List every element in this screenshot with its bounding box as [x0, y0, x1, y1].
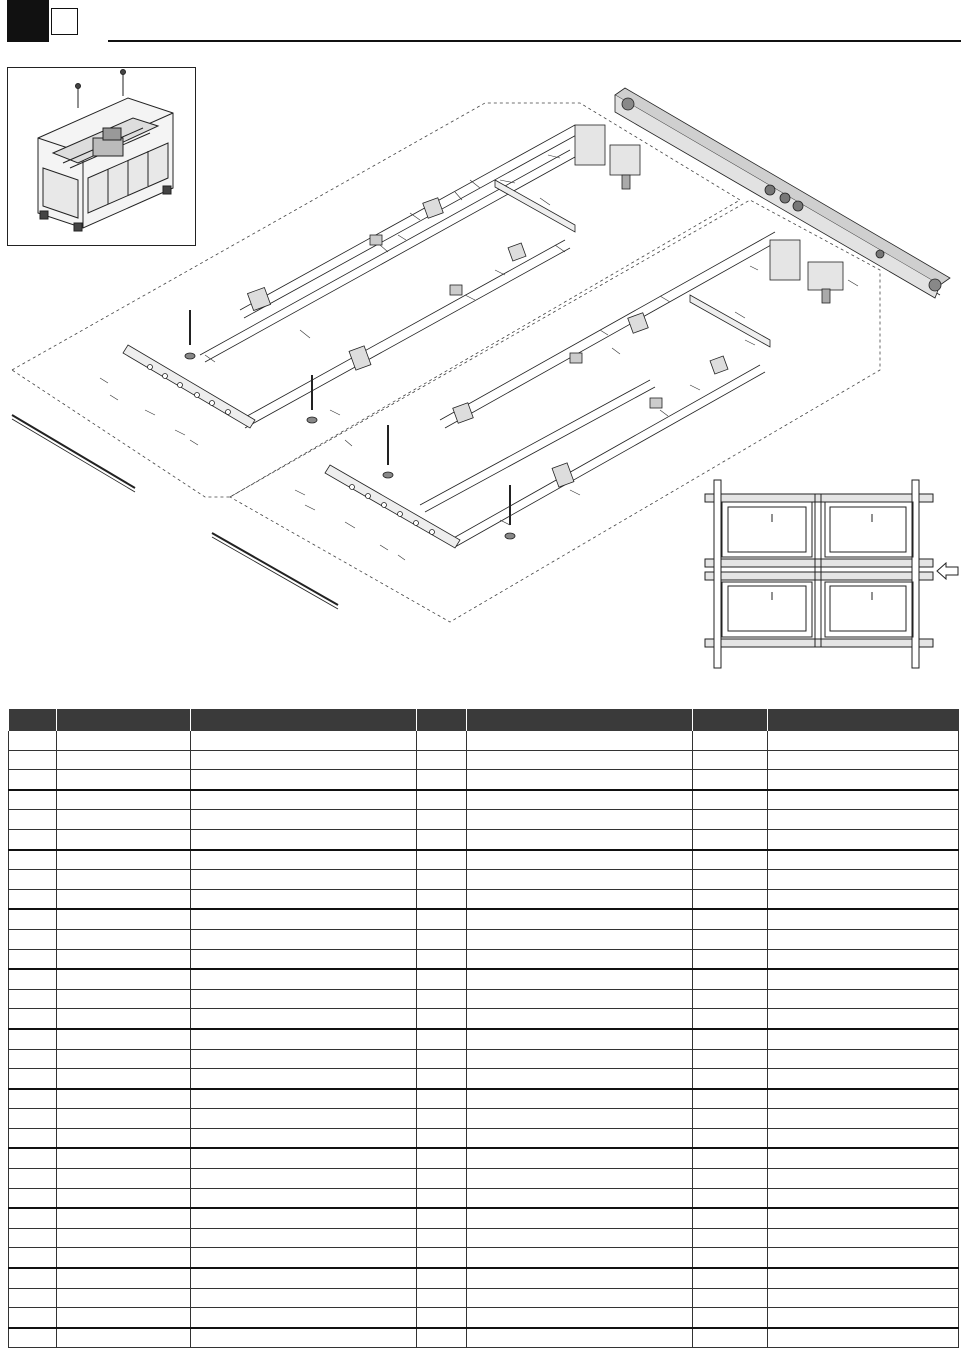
- table-cell: [191, 929, 417, 949]
- table-cell: [693, 989, 768, 1009]
- table-cell: [768, 790, 959, 810]
- table-row: [9, 1268, 959, 1288]
- table-cell: [467, 1169, 693, 1189]
- table-cell: [417, 731, 467, 750]
- table-cell: [191, 969, 417, 989]
- table-cell: [9, 1228, 57, 1248]
- table-cell: [693, 1128, 768, 1148]
- table-cell: [417, 770, 467, 790]
- table-cell: [417, 810, 467, 830]
- table-cell: [417, 1248, 467, 1268]
- table-cell: [417, 850, 467, 870]
- table-cell: [57, 750, 191, 770]
- table-cell: [9, 810, 57, 830]
- table-cell: [768, 1328, 959, 1348]
- table-row: [9, 1188, 959, 1208]
- table-cell: [768, 909, 959, 929]
- table-cell: [417, 1109, 467, 1129]
- table-cell: [693, 1188, 768, 1208]
- table-cell: [467, 949, 693, 969]
- table-cell: [467, 1089, 693, 1109]
- table-cell: [57, 770, 191, 790]
- table-cell: [57, 731, 191, 750]
- table-cell: [57, 1308, 191, 1328]
- table-cell: [191, 1328, 417, 1348]
- table-row: [9, 810, 959, 830]
- table-cell: [417, 1328, 467, 1348]
- table-row: [9, 731, 959, 750]
- table-cell: [417, 1128, 467, 1148]
- table-cell: [693, 969, 768, 989]
- table-cell: [417, 929, 467, 949]
- table-cell: [191, 770, 417, 790]
- table-cell: [191, 889, 417, 909]
- table-row: [9, 750, 959, 770]
- table-row: [9, 969, 959, 989]
- table-cell: [467, 1049, 693, 1069]
- header-rule: [108, 40, 961, 42]
- table-cell: [768, 1089, 959, 1109]
- table-cell: [191, 1288, 417, 1308]
- table-row: [9, 870, 959, 890]
- table-cell: [9, 1009, 57, 1029]
- table-cell: [191, 1109, 417, 1129]
- table-cell: [57, 1089, 191, 1109]
- table-cell: [191, 909, 417, 929]
- table-cell: [693, 1089, 768, 1109]
- table-cell: [57, 949, 191, 969]
- table-cell: [467, 1069, 693, 1089]
- col-header: [9, 709, 57, 731]
- table-cell: [191, 829, 417, 849]
- col-header: [693, 709, 768, 731]
- table-cell: [9, 949, 57, 969]
- table-row: [9, 889, 959, 909]
- table-cell: [191, 731, 417, 750]
- table-cell: [9, 790, 57, 810]
- table-row: [9, 1069, 959, 1089]
- table-cell: [467, 829, 693, 849]
- table-row: [9, 989, 959, 1009]
- table-cell: [693, 750, 768, 770]
- table-row: [9, 909, 959, 929]
- table-cell: [417, 1308, 467, 1328]
- table-cell: [9, 1148, 57, 1168]
- table-cell: [191, 989, 417, 1009]
- table-cell: [9, 829, 57, 849]
- table-cell: [191, 750, 417, 770]
- table-cell: [9, 1288, 57, 1308]
- table-cell: [693, 1248, 768, 1268]
- table-cell: [417, 1288, 467, 1308]
- table-cell: [57, 1328, 191, 1348]
- table-cell: [417, 829, 467, 849]
- table-cell: [57, 810, 191, 830]
- table-cell: [191, 850, 417, 870]
- table-cell: [417, 1049, 467, 1069]
- table-row: [9, 770, 959, 790]
- table-cell: [693, 1029, 768, 1049]
- table-cell: [768, 829, 959, 849]
- table-cell: [9, 870, 57, 890]
- table-cell: [57, 1109, 191, 1129]
- table-cell: [693, 1268, 768, 1288]
- table-cell: [693, 909, 768, 929]
- frame-top-view-drawing: [700, 474, 940, 674]
- table-cell: [57, 989, 191, 1009]
- table-cell: [768, 889, 959, 909]
- table-cell: [9, 1049, 57, 1069]
- table-cell: [467, 1328, 693, 1348]
- table-row: [9, 1128, 959, 1148]
- table-cell: [417, 1228, 467, 1248]
- table-cell: [417, 1208, 467, 1228]
- table-cell: [768, 1228, 959, 1248]
- frame-top-view: [700, 474, 940, 674]
- table-cell: [9, 889, 57, 909]
- table-cell: [768, 731, 959, 750]
- table-cell: [693, 829, 768, 849]
- table-cell: [417, 1029, 467, 1049]
- table-cell: [467, 1208, 693, 1228]
- table-cell: [417, 1089, 467, 1109]
- table-row: [9, 790, 959, 810]
- table-row: [9, 1049, 959, 1069]
- table-cell: [57, 1288, 191, 1308]
- table-cell: [768, 1148, 959, 1168]
- loose-rod-lower: [212, 533, 338, 605]
- table-cell: [417, 790, 467, 810]
- table-cell: [768, 1208, 959, 1228]
- table-row: [9, 1029, 959, 1049]
- table-cell: [768, 810, 959, 830]
- table-cell: [9, 850, 57, 870]
- table-cell: [467, 750, 693, 770]
- table-cell: [57, 1148, 191, 1168]
- table-row: [9, 1109, 959, 1129]
- table-cell: [467, 969, 693, 989]
- table-cell: [57, 829, 191, 849]
- table-cell: [768, 1029, 959, 1049]
- table-cell: [693, 929, 768, 949]
- table-cell: [467, 1188, 693, 1208]
- table-cell: [768, 1288, 959, 1308]
- table-cell: [9, 1208, 57, 1228]
- table-cell: [57, 929, 191, 949]
- table-cell: [768, 1169, 959, 1189]
- table-cell: [57, 1128, 191, 1148]
- table-cell: [417, 1169, 467, 1189]
- table-cell: [467, 850, 693, 870]
- table-cell: [693, 1208, 768, 1228]
- table-header: [9, 709, 959, 731]
- table-cell: [417, 1009, 467, 1029]
- table-cell: [9, 1188, 57, 1208]
- table-cell: [693, 1169, 768, 1189]
- col-header: [768, 709, 959, 731]
- table-cell: [693, 1009, 768, 1029]
- table-cell: [191, 1128, 417, 1148]
- table-cell: [693, 949, 768, 969]
- table-cell: [9, 929, 57, 949]
- table-cell: [768, 969, 959, 989]
- table-cell: [467, 909, 693, 929]
- table-row: [9, 1288, 959, 1308]
- table-cell: [693, 731, 768, 750]
- table-cell: [417, 1268, 467, 1288]
- table-cell: [9, 1089, 57, 1109]
- table-cell: [768, 850, 959, 870]
- table-cell: [467, 889, 693, 909]
- col-header: [417, 709, 467, 731]
- table-cell: [191, 1029, 417, 1049]
- loose-rod-upper: [12, 415, 135, 488]
- table-cell: [191, 1169, 417, 1189]
- table-cell: [57, 790, 191, 810]
- table-cell: [191, 1248, 417, 1268]
- table-cell: [693, 1148, 768, 1168]
- table-cell: [467, 1148, 693, 1168]
- table-cell: [768, 949, 959, 969]
- table-cell: [467, 1009, 693, 1029]
- col-header: [467, 709, 693, 731]
- table-cell: [467, 790, 693, 810]
- table-cell: [417, 909, 467, 929]
- table-cell: [693, 1308, 768, 1328]
- table-cell: [9, 989, 57, 1009]
- table-cell: [417, 870, 467, 890]
- table-cell: [467, 1228, 693, 1248]
- table-cell: [191, 1208, 417, 1228]
- section-tab: [7, 0, 49, 42]
- table-cell: [57, 1049, 191, 1069]
- table-cell: [467, 1128, 693, 1148]
- table-cell: [467, 1288, 693, 1308]
- table-cell: [693, 1288, 768, 1308]
- table-cell: [693, 1328, 768, 1348]
- table-cell: [57, 1228, 191, 1248]
- table-cell: [57, 909, 191, 929]
- table-cell: [9, 1268, 57, 1288]
- table-cell: [9, 1328, 57, 1348]
- table-cell: [9, 969, 57, 989]
- table-cell: [693, 870, 768, 890]
- table-row: [9, 929, 959, 949]
- table-cell: [467, 731, 693, 750]
- table-cell: [9, 1169, 57, 1189]
- table-cell: [191, 1188, 417, 1208]
- table-cell: [191, 949, 417, 969]
- table-cell: [9, 1248, 57, 1268]
- table-cell: [693, 770, 768, 790]
- table-cell: [9, 770, 57, 790]
- table-cell: [9, 909, 57, 929]
- table-cell: [191, 870, 417, 890]
- table-cell: [768, 1188, 959, 1208]
- table-cell: [417, 750, 467, 770]
- table-cell: [768, 1109, 959, 1129]
- table-cell: [768, 1069, 959, 1089]
- table-cell: [467, 1248, 693, 1268]
- table-cell: [57, 1169, 191, 1189]
- table-cell: [57, 1029, 191, 1049]
- table-cell: [57, 1208, 191, 1228]
- table-row: [9, 850, 959, 870]
- table-cell: [693, 810, 768, 830]
- table-cell: [57, 889, 191, 909]
- table-cell: [768, 1248, 959, 1268]
- table-cell: [191, 1009, 417, 1029]
- table-cell: [191, 1089, 417, 1109]
- table-cell: [768, 989, 959, 1009]
- col-header: [57, 709, 191, 731]
- table-cell: [417, 1188, 467, 1208]
- table-cell: [191, 790, 417, 810]
- table-row: [9, 1328, 959, 1348]
- table-row: [9, 1308, 959, 1328]
- table-cell: [57, 1069, 191, 1089]
- table-cell: [9, 1109, 57, 1129]
- table-row: [9, 1009, 959, 1029]
- table-cell: [191, 1308, 417, 1328]
- table-cell: [191, 1228, 417, 1248]
- table-cell: [57, 870, 191, 890]
- table-cell: [467, 929, 693, 949]
- col-header: [191, 709, 417, 731]
- table-row: [9, 1228, 959, 1248]
- table-cell: [768, 1268, 959, 1288]
- table-cell: [57, 1009, 191, 1029]
- table-cell: [191, 1268, 417, 1288]
- table-cell: [768, 1009, 959, 1029]
- page-box: [51, 8, 78, 35]
- parts-table: [8, 709, 959, 1348]
- table-row: [9, 829, 959, 849]
- table-row: [9, 1148, 959, 1168]
- table-cell: [9, 1029, 57, 1049]
- table-body: [9, 731, 959, 1348]
- table-cell: [768, 1128, 959, 1148]
- table-cell: [191, 1069, 417, 1089]
- table-cell: [9, 1128, 57, 1148]
- table-cell: [417, 889, 467, 909]
- table-cell: [693, 1069, 768, 1089]
- table-cell: [467, 1268, 693, 1288]
- lower-front-plate: [325, 465, 460, 548]
- table-cell: [467, 1109, 693, 1129]
- table-cell: [57, 969, 191, 989]
- arrow-left-icon: [936, 562, 960, 580]
- table-cell: [768, 870, 959, 890]
- table-cell: [693, 790, 768, 810]
- table-cell: [768, 1308, 959, 1328]
- table-cell: [467, 1308, 693, 1328]
- table-cell: [693, 1049, 768, 1069]
- table-cell: [693, 1228, 768, 1248]
- table-cell: [9, 731, 57, 750]
- table-cell: [768, 750, 959, 770]
- table-cell: [57, 850, 191, 870]
- table-cell: [417, 969, 467, 989]
- table-cell: [417, 989, 467, 1009]
- table-cell: [467, 870, 693, 890]
- table-cell: [57, 1268, 191, 1288]
- table-cell: [467, 810, 693, 830]
- table-cell: [57, 1188, 191, 1208]
- table-cell: [191, 1049, 417, 1069]
- table-cell: [768, 929, 959, 949]
- table-cell: [467, 770, 693, 790]
- table-cell: [467, 989, 693, 1009]
- table-cell: [768, 770, 959, 790]
- table-cell: [191, 1148, 417, 1168]
- table-cell: [693, 889, 768, 909]
- table-row: [9, 1208, 959, 1228]
- table-cell: [9, 1069, 57, 1089]
- table-cell: [768, 1049, 959, 1069]
- table-cell: [467, 1029, 693, 1049]
- table-row: [9, 949, 959, 969]
- table-cell: [417, 1069, 467, 1089]
- table-cell: [417, 1148, 467, 1168]
- table-row: [9, 1089, 959, 1109]
- table-cell: [417, 949, 467, 969]
- table-cell: [191, 810, 417, 830]
- table-row: [9, 1169, 959, 1189]
- table-cell: [9, 1308, 57, 1328]
- table-row: [9, 1248, 959, 1268]
- table-cell: [9, 750, 57, 770]
- table-cell: [693, 1109, 768, 1129]
- table-cell: [57, 1248, 191, 1268]
- table-cell: [693, 850, 768, 870]
